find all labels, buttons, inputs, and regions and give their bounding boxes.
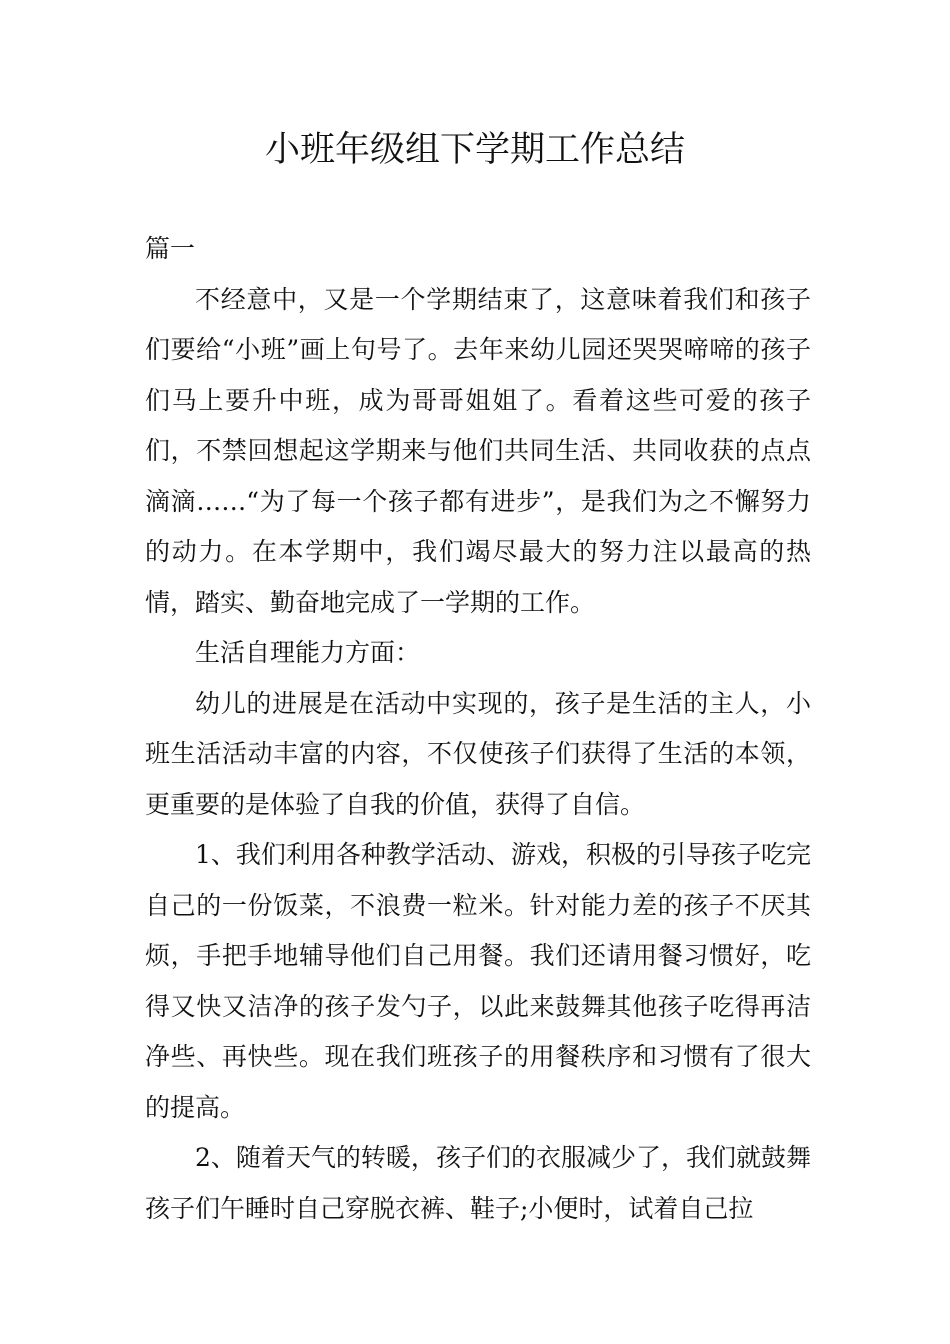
paragraph-self-care-overview: 幼儿的进展是在活动中实现的，孩子是生活的主人，小班生活活动丰富的内容，不仅使孩子们获得了生活的本领，更重要的是体验了自我的价值，获得了自信。 (145, 688, 811, 819)
paragraph-item-2: 2、随着天气的转暖，孩子们的衣服减少了，我们就鼓舞孩子们午睡时自己穿脱衣裤、鞋子;小便时，试着自己拉 (145, 1143, 811, 1223)
paragraph-item-1: 1、我们利用各种教学活动、游戏，积极的引导孩子吃完自己的一份饭菜，不浪费一粒米。针对能力差的孩子不厌其烦，手把手地辅导他们自己用餐。我们还请用餐习惯好，吃得又快又洁净的孩子发勺子，以此来鼓舞其他孩子吃得再洁净些、再快些。现在我们班孩子的用餐秩序和习惯有了很大的提高。 (145, 840, 811, 1122)
document-body (145, 224, 811, 1234)
paragraph-intro: 不经意中，又是一个学期结束了，这意味着我们和孩子们要给“小班”画上句号了。去年来幼儿园还哭哭啼啼的孩子们马上要升中班，成为哥哥姐姐了。看着这些可爱的孩子们，不禁回想起这学期来与他们共同生活、共同收获的点点滴滴……“为了每一个孩子都有进步”，是我们为之不懈努力的动力。在本学期中，我们竭尽最大的努力注以最高的热情，踏实、勤奋地完成了一学期的工作。 (145, 284, 811, 617)
section-label: 篇一 (145, 234, 196, 263)
document-title: 小班年级组下学期工作总结 (264, 130, 685, 170)
paragraph-heading-self-care: 生活自理能力方面： (195, 638, 421, 667)
